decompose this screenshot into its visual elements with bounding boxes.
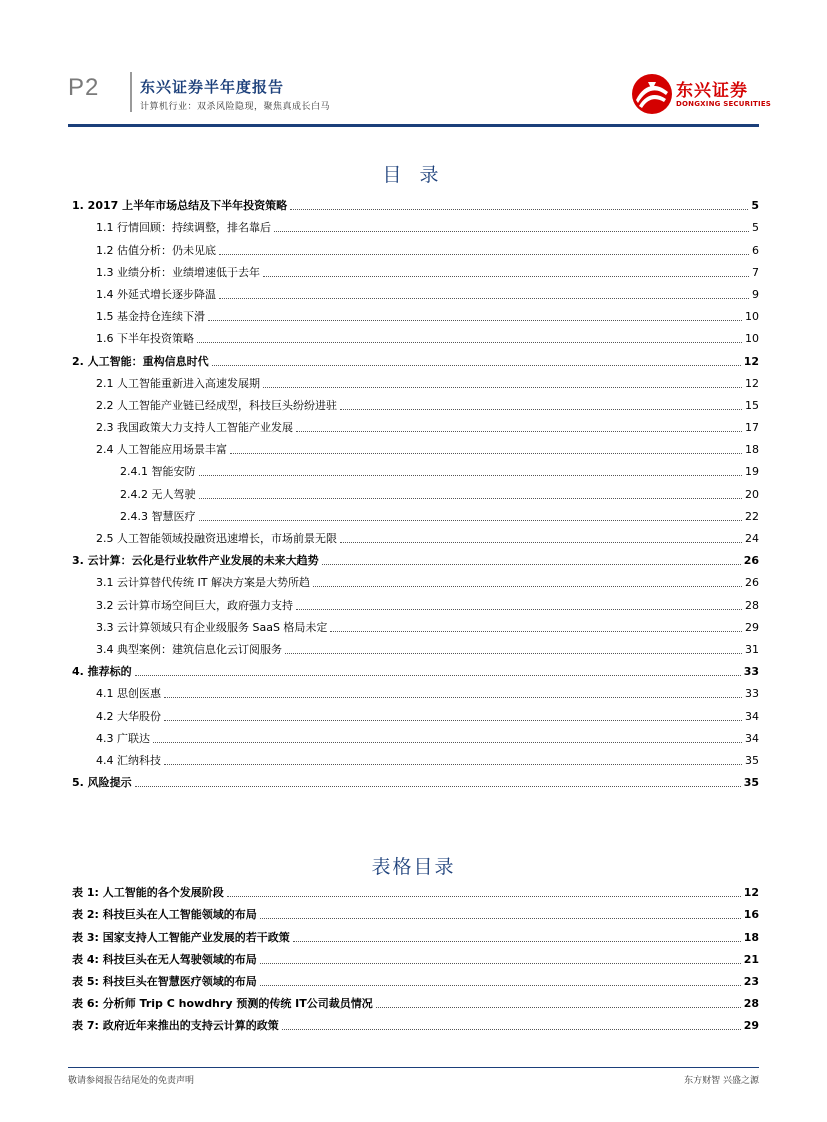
dot-leader	[208, 319, 742, 321]
toc-entry-label: 2.4.2 无人驾驶	[120, 487, 196, 501]
toc-entry-page: 23	[743, 974, 759, 988]
toc-entry-label: 3.2 云计算市场空间巨大，政府强力支持	[96, 598, 293, 612]
dot-leader	[274, 230, 749, 232]
toc-entry[interactable]	[68, 373, 759, 395]
toc-entry-page: 9	[752, 287, 759, 301]
dot-leader	[282, 1028, 741, 1030]
toc-entry[interactable]	[68, 683, 759, 705]
toc-entry[interactable]	[68, 306, 759, 328]
dot-leader	[290, 208, 748, 210]
toc-entry-label: 4.3 广联达	[96, 731, 150, 745]
dot-leader	[340, 408, 742, 410]
toc-entry-page: 31	[745, 642, 759, 656]
toc-entry-label: 表 6: 分析师 Trip C howdhry 预测的传统 IT公司裁员情况	[72, 997, 373, 1011]
toc-entry-page: 34	[745, 709, 759, 723]
toc-entry[interactable]	[68, 882, 759, 904]
toc-entry-page: 7	[752, 265, 759, 279]
footer-rule	[68, 1067, 759, 1068]
toc-entry-label: 2.4.1 智能安防	[120, 465, 196, 479]
toc-list	[68, 195, 759, 794]
toc-entry-page: 28	[743, 997, 759, 1011]
toc-entry[interactable]	[68, 926, 759, 948]
footer-disclaimer: 敬请参阅报告结尾处的免责声明	[68, 1076, 195, 1086]
toc-entry-page: 17	[745, 421, 759, 435]
toc-entry-page: 18	[743, 930, 759, 944]
toc-entry-page: 18	[745, 443, 759, 457]
toc-entry[interactable]	[68, 993, 759, 1015]
dot-leader	[135, 674, 741, 676]
toc-entry[interactable]	[68, 1015, 759, 1037]
toc-entry-label: 表 1: 人工智能的各个发展阶段	[72, 886, 224, 900]
toc-entry-label: 1.4 外延式增长逐步降温	[96, 287, 216, 301]
toc-entry[interactable]	[68, 639, 759, 661]
dot-leader	[153, 741, 742, 743]
toc-entry[interactable]	[68, 284, 759, 306]
dot-leader	[330, 630, 742, 632]
toc-entry-page: 22	[745, 509, 759, 523]
toc-entry-label: 2.3 我国政策大力支持人工智能产业发展	[96, 421, 293, 435]
dot-leader	[197, 341, 742, 343]
dot-leader	[376, 1006, 741, 1008]
toc-entry-page: 6	[752, 243, 759, 257]
toc-entry-label: 3.1 云计算替代传统 IT 解决方案是大势所趋	[96, 576, 310, 590]
toc-entry[interactable]	[68, 705, 759, 727]
toc-entry-label: 2.2 人工智能产业链已经成型，科技巨头纷纷进驻	[96, 398, 337, 412]
toc-entry-page: 19	[745, 465, 759, 479]
toc-entry-page: 12	[743, 354, 759, 368]
toc-entry[interactable]	[68, 617, 759, 639]
toc-entry[interactable]	[68, 461, 759, 483]
toc-entry-label: 表 3: 国家支持人工智能产业发展的若干政策	[72, 930, 290, 944]
toc-entry-label: 3.4 典型案例：建筑信息化云订阅服务	[96, 642, 282, 656]
dot-leader	[212, 364, 741, 366]
toc-entry-page: 26	[743, 554, 759, 568]
dot-leader	[322, 563, 741, 565]
toc-entry-label: 表 4: 科技巨头在无人驾驶领域的布局	[72, 952, 257, 966]
toc-entry-page: 35	[745, 753, 759, 767]
dot-leader	[263, 275, 749, 277]
toc-entry-label: 2. 人工智能：重构信息时代	[72, 354, 209, 368]
toc-entry[interactable]	[68, 661, 759, 683]
toc-entry[interactable]	[68, 483, 759, 505]
toc-entry-label: 3. 云计算：云化是行业软件产业发展的未来大趋势	[72, 554, 319, 568]
dot-leader	[219, 297, 749, 299]
report-subtitle: 计算机行业：双杀风险隐现，聚焦真成长白马	[140, 102, 331, 112]
dot-leader	[313, 585, 742, 587]
toc-entry-page: 24	[745, 532, 759, 545]
toc-entry-label: 4.2 大华股份	[96, 709, 161, 723]
toc-entry[interactable]	[68, 594, 759, 616]
toc-entry-label: 2.5 人工智能领域投融资迅速增长，市场前景无限	[96, 532, 337, 545]
toc-entry-label: 2.1 人工智能重新进入高速发展期	[96, 376, 260, 390]
toc-entry[interactable]	[68, 350, 759, 372]
dot-leader	[219, 253, 749, 255]
toc-entry[interactable]	[68, 328, 759, 350]
toc-entry[interactable]	[68, 572, 759, 594]
dot-leader	[199, 474, 743, 476]
dot-leader	[260, 962, 741, 964]
toc-entry-page: 12	[745, 376, 759, 390]
toc-entry[interactable]	[68, 971, 759, 993]
toc-entry-label: 2.4.3 智慧医疗	[120, 509, 196, 523]
header-rule	[68, 124, 759, 127]
toc-entry-label: 4.4 汇纳科技	[96, 753, 161, 767]
toc-entry-label: 1.5 基金持仓连续下滑	[96, 310, 205, 324]
toc-entry-page: 33	[743, 665, 759, 679]
toc-entry-label: 3.3 云计算领域只有企业级服务 SaaS 格局未定	[96, 620, 328, 634]
toc-entry-page: 28	[745, 598, 759, 612]
toc-entry[interactable]	[68, 772, 759, 794]
toc-entry-label: 表 7: 政府近年来推出的支持云计算的政策	[72, 1019, 279, 1033]
toc-title: 目 录	[382, 164, 445, 186]
toc-entry[interactable]	[68, 728, 759, 750]
dot-leader	[164, 696, 742, 698]
logo-wordmark-en: DONGXING SECURITIES	[676, 100, 772, 108]
toc-entry-page: 12	[743, 886, 759, 900]
tables-title: 表格目录	[371, 856, 456, 878]
toc-entry[interactable]	[68, 750, 759, 772]
toc-entry-label: 1.6 下半年投资策略	[96, 332, 194, 346]
toc-entry-page: 5	[751, 199, 759, 213]
toc-entry-page: 10	[745, 310, 759, 324]
toc-entry[interactable]	[68, 395, 759, 417]
dot-leader	[340, 541, 742, 543]
dot-leader	[135, 785, 741, 787]
toc-entry-page: 16	[743, 908, 759, 922]
dot-leader	[227, 895, 741, 897]
toc-entry-label: 1.2 估值分析：仍未见底	[96, 243, 216, 257]
page-number: P2	[68, 74, 100, 101]
footer-slogan: 东方财智 兴盛之源	[684, 1076, 759, 1086]
toc-entry-label: 4. 推荐标的	[72, 665, 132, 679]
toc-entry[interactable]	[68, 262, 759, 284]
toc-entry-page: 33	[745, 687, 759, 701]
dot-leader	[164, 719, 742, 721]
dot-leader	[263, 386, 742, 388]
toc-entry-page: 15	[745, 398, 759, 412]
toc-entry[interactable]	[68, 528, 759, 550]
toc-entry[interactable]	[68, 239, 759, 261]
tables-list	[68, 882, 759, 1037]
toc-entry-page: 29	[743, 1019, 759, 1033]
toc-entry-label: 5. 风险提示	[72, 776, 132, 790]
dot-leader	[164, 763, 742, 765]
toc-entry-label: 表 5: 科技巨头在智慧医疗领域的布局	[72, 974, 257, 988]
toc-entry[interactable]	[68, 217, 759, 239]
dot-leader	[260, 917, 741, 919]
toc-entry-label: 1.3 业绩分析：业绩增速低于去年	[96, 265, 260, 279]
dot-leader	[230, 452, 742, 454]
toc-entry-label: 2.4 人工智能应用场景丰富	[96, 443, 227, 457]
dot-leader	[285, 652, 742, 654]
toc-entry-page: 5	[752, 221, 759, 235]
toc-entry-page: 35	[743, 776, 759, 790]
toc-entry[interactable]	[68, 506, 759, 528]
dot-leader	[296, 608, 742, 610]
toc-entry-page: 10	[745, 332, 759, 346]
toc-entry-label: 1. 2017 上半年市场总结及下半年投资策略	[72, 199, 288, 213]
toc-entry[interactable]	[68, 417, 759, 439]
dot-leader	[296, 430, 742, 432]
toc-entry-page: 26	[745, 576, 759, 590]
toc-entry-label: 1.1 行情回顾：持续调整，排名靠后	[96, 221, 271, 235]
toc-entry[interactable]	[68, 439, 759, 461]
logo-wordmark-cn: 东兴证券	[676, 81, 748, 101]
header-divider	[130, 72, 132, 112]
toc-entry-page: 29	[745, 620, 759, 634]
toc-entry-label: 4.1 思创医惠	[96, 687, 161, 701]
report-title: 东兴证券半年度报告	[140, 78, 285, 96]
dot-leader	[293, 940, 741, 942]
dot-leader	[199, 519, 743, 521]
dot-leader	[260, 984, 741, 986]
toc-entry-page: 34	[745, 731, 759, 745]
dot-leader	[199, 497, 743, 499]
toc-entry[interactable]	[68, 195, 759, 217]
toc-entry-page: 20	[745, 487, 759, 501]
toc-entry[interactable]	[68, 949, 759, 971]
toc-entry-page: 21	[743, 952, 759, 966]
toc-entry[interactable]	[68, 550, 759, 572]
toc-entry-label: 表 2: 科技巨头在人工智能领域的布局	[72, 908, 257, 922]
toc-entry[interactable]	[68, 904, 759, 926]
